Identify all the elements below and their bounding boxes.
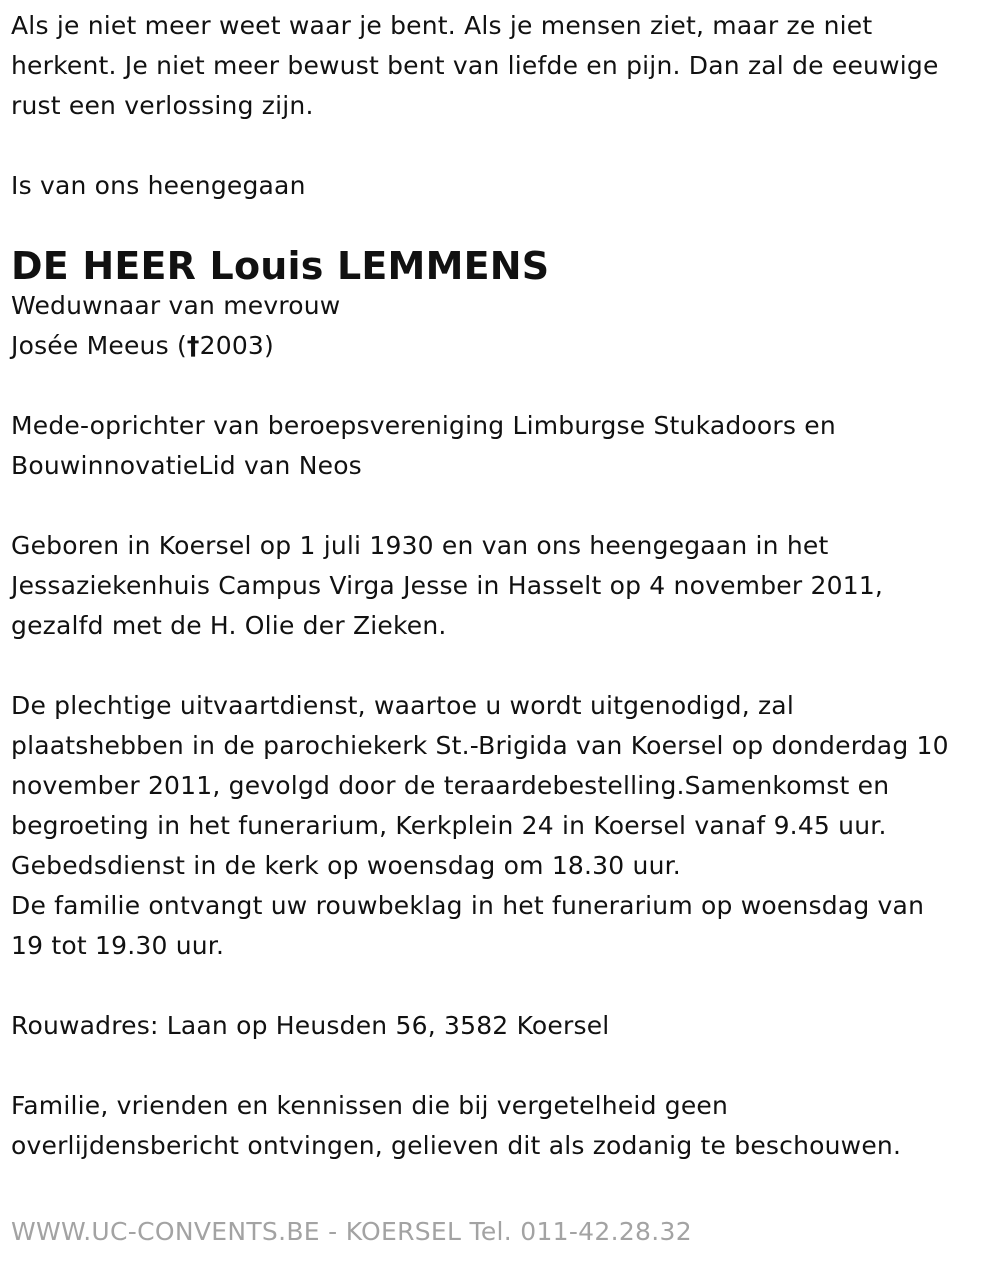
roles-line: Mede-oprichter van beroepsvereniging Limburgse Stukadoors en	[11, 411, 836, 440]
deceased-name: DE HEER Louis LEMMENS	[11, 244, 550, 288]
funeral-line: begroeting in het funerarium, Kerkplein 24 in Koersel vanaf 9.45 uur.	[11, 811, 887, 840]
closing-line: Familie, vrienden en kennissen die bij vergetelheid geen	[11, 1091, 729, 1120]
spouse-line	[11, 326, 993, 366]
life-line: Geboren in Koersel op 1 juli 1930 en van ons heengegaan in het	[11, 531, 829, 560]
mourning-address: Rouwadres: Laan op Heusden 56, 3582 Koersel	[11, 1011, 610, 1040]
funeral-line: Gebedsdienst in de kerk op woensdag om 18.30 uur.	[11, 851, 681, 880]
life-paragraph	[11, 526, 993, 646]
widower-line: Weduwnaar van mevrouw	[11, 291, 341, 320]
roles-line: BouwinnovatieLid van Neos	[11, 451, 362, 480]
announcement-text: Is van ons heengegaan	[11, 171, 306, 200]
roles-paragraph	[11, 406, 993, 486]
life-line: Jessaziekenhuis Campus Virga Jesse in Hasselt op 4 november 2011,	[11, 571, 884, 600]
closing-line: overlijdensbericht ontvingen, gelieven dit als zodanig te beschouwen.	[11, 1131, 902, 1160]
life-line: gezalfd met de H. Olie der Zieken.	[11, 611, 447, 640]
spouse-year: 2003)	[199, 331, 274, 360]
spouse-name: Josée Meeus (	[11, 331, 187, 360]
intro-line: herkent. Je niet meer bewust bent van liefde en pijn. Dan zal de eeuwige	[11, 51, 939, 80]
footer-contact: WWW.UC-CONVENTS.BE - KOERSEL Tel. 011-42.28.32	[11, 1217, 692, 1246]
funeral-line: 19 tot 19.30 uur.	[11, 931, 225, 960]
cross-icon: †	[186, 331, 200, 360]
spouse-info	[11, 286, 993, 366]
intro-poem	[11, 6, 993, 126]
funeral-paragraph	[11, 686, 993, 966]
obituary-notice	[11, 6, 993, 1206]
announcement	[11, 166, 993, 206]
closing-paragraph	[11, 1086, 993, 1166]
funeral-line: De familie ontvangt uw rouwbeklag in het funerarium op woensdag van	[11, 891, 925, 920]
address-paragraph	[11, 1006, 993, 1046]
funeral-line: november 2011, gevolgd door de teraardebestelling.Samenkomst en	[11, 771, 890, 800]
intro-line: rust een verlossing zijn.	[11, 91, 314, 120]
funeral-line: plaatshebben in de parochiekerk St.-Brigida van Koersel op donderdag 10	[11, 731, 949, 760]
intro-line: Als je niet meer weet waar je bent. Als je mensen ziet, maar ze niet	[11, 11, 873, 40]
funeral-line: De plechtige uitvaartdienst, waartoe u wordt uitgenodigd, zal	[11, 691, 794, 720]
